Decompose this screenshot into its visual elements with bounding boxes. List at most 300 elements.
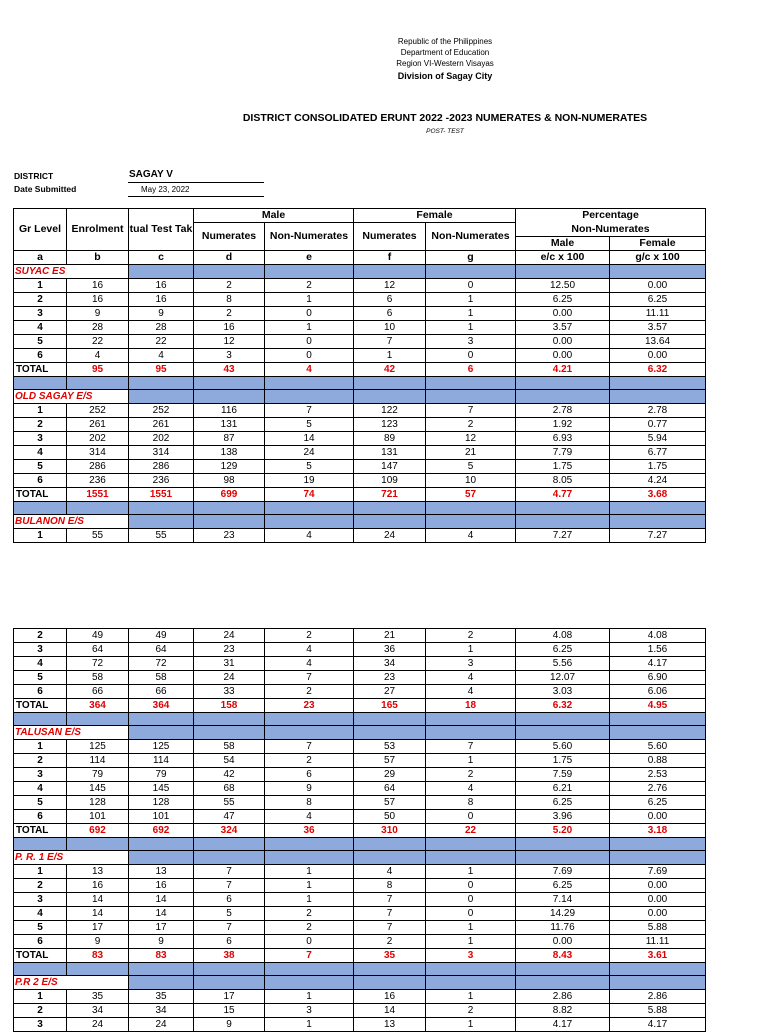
pct-female-cell: 0.88 bbox=[610, 754, 706, 768]
enrolment-cell: 261 bbox=[67, 417, 129, 431]
col-percentage: Percentage bbox=[516, 209, 706, 223]
col-actual-test: tual Test Tak bbox=[129, 209, 194, 251]
female-non-numerates-cell: 1 bbox=[426, 643, 516, 657]
pct-male-cell: 11.76 bbox=[516, 921, 610, 935]
school-name-row bbox=[14, 264, 706, 278]
pct-male-cell: 8.43 bbox=[516, 949, 610, 963]
school-suyac bbox=[14, 264, 706, 376]
male-non-numerates-cell: 2 bbox=[265, 685, 354, 699]
grade-row bbox=[14, 685, 706, 699]
female-numerates-cell: 16 bbox=[354, 990, 426, 1004]
male-numerates-cell: 98 bbox=[194, 473, 265, 487]
male-non-numerates-cell: 5 bbox=[265, 459, 354, 473]
male-non-numerates-cell: 4 bbox=[265, 528, 354, 542]
female-numerates-cell: 14 bbox=[354, 1004, 426, 1018]
female-numerates-cell: 36 bbox=[354, 643, 426, 657]
actual-test-takers-cell: 9 bbox=[129, 306, 194, 320]
grade-row bbox=[14, 431, 706, 445]
pct-male-cell: 6.25 bbox=[516, 643, 610, 657]
pct-female-cell: 3.18 bbox=[610, 824, 706, 838]
pct-male-cell: 8.82 bbox=[516, 1004, 610, 1018]
female-non-numerates-cell: 1 bbox=[426, 935, 516, 949]
grade-row bbox=[14, 907, 706, 921]
female-numerates-cell: 57 bbox=[354, 754, 426, 768]
pct-male-cell: 6.25 bbox=[516, 292, 610, 306]
formula-female: g/c x 100 bbox=[610, 250, 706, 264]
pct-female-cell: 4.24 bbox=[610, 473, 706, 487]
male-numerates-cell: 2 bbox=[194, 278, 265, 292]
pct-female-cell: 5.88 bbox=[610, 921, 706, 935]
letter-d: d bbox=[194, 250, 265, 264]
enrolment-cell: 14 bbox=[67, 907, 129, 921]
grade-cell: 1 bbox=[14, 278, 67, 292]
female-non-numerates-cell: 3 bbox=[426, 657, 516, 671]
male-numerates-cell: 16 bbox=[194, 320, 265, 334]
female-non-numerates-cell: 2 bbox=[426, 768, 516, 782]
actual-test-takers-cell: 16 bbox=[129, 879, 194, 893]
school-name: OLD SAGAY E/S bbox=[14, 389, 129, 403]
enrolment-cell: 22 bbox=[67, 334, 129, 348]
grade-cell: 3 bbox=[14, 306, 67, 320]
female-non-numerates-cell: 1 bbox=[426, 865, 516, 879]
pct-female-cell: 4.17 bbox=[610, 1018, 706, 1032]
pct-male-cell: 4.77 bbox=[516, 487, 610, 501]
school-pr2 bbox=[14, 976, 706, 1032]
male-numerates-cell: 87 bbox=[194, 431, 265, 445]
enrolment-cell: 4 bbox=[67, 348, 129, 362]
col-female-non-numerates: Non-Numerates bbox=[426, 223, 516, 251]
enrolment-cell: 24 bbox=[67, 1018, 129, 1032]
pct-female-cell: 11.11 bbox=[610, 306, 706, 320]
grade-cell: 6 bbox=[14, 935, 67, 949]
grade-row bbox=[14, 657, 706, 671]
grade-row bbox=[14, 473, 706, 487]
letter-b: b bbox=[67, 250, 129, 264]
enrolment-cell: 35 bbox=[67, 990, 129, 1004]
grade-cell: 2 bbox=[14, 417, 67, 431]
col-male-numerates: Numerates bbox=[194, 223, 265, 251]
pct-female-cell: 0.00 bbox=[610, 810, 706, 824]
actual-test-takers-cell: 34 bbox=[129, 1004, 194, 1018]
grade-row bbox=[14, 893, 706, 907]
male-numerates-cell: 324 bbox=[194, 824, 265, 838]
school-name: TALUSAN E/S bbox=[14, 726, 129, 740]
enrolment-cell: 83 bbox=[67, 949, 129, 963]
male-non-numerates-cell: 1 bbox=[265, 292, 354, 306]
enrolment-cell: 16 bbox=[67, 879, 129, 893]
male-non-numerates-cell: 1 bbox=[265, 865, 354, 879]
date-underline bbox=[128, 196, 264, 197]
col-pct-female: Female bbox=[610, 236, 706, 250]
grade-row bbox=[14, 334, 706, 348]
female-numerates-cell: 57 bbox=[354, 796, 426, 810]
grade-row bbox=[14, 754, 706, 768]
enrolment-cell: 114 bbox=[67, 754, 129, 768]
pct-male-cell: 6.21 bbox=[516, 782, 610, 796]
pct-female-cell: 2.78 bbox=[610, 403, 706, 417]
male-numerates-cell: 55 bbox=[194, 796, 265, 810]
female-numerates-cell: 131 bbox=[354, 445, 426, 459]
separator-row bbox=[14, 501, 706, 514]
enrolment-cell: 16 bbox=[67, 292, 129, 306]
col-pct-male: Male bbox=[516, 236, 610, 250]
actual-test-takers-cell: 261 bbox=[129, 417, 194, 431]
grade-row bbox=[14, 796, 706, 810]
pct-female-cell: 7.69 bbox=[610, 865, 706, 879]
school-old-sagay bbox=[14, 389, 706, 501]
total-row bbox=[14, 487, 706, 501]
enrolment-cell: 9 bbox=[67, 306, 129, 320]
female-non-numerates-cell: 1 bbox=[426, 320, 516, 334]
male-numerates-cell: 699 bbox=[194, 487, 265, 501]
female-numerates-cell: 7 bbox=[354, 893, 426, 907]
grade-cell: 5 bbox=[14, 671, 67, 685]
pct-female-cell: 4.17 bbox=[610, 657, 706, 671]
male-numerates-cell: 58 bbox=[194, 740, 265, 754]
female-non-numerates-cell: 8 bbox=[426, 796, 516, 810]
pct-male-cell: 1.92 bbox=[516, 417, 610, 431]
male-numerates-cell: 7 bbox=[194, 865, 265, 879]
male-numerates-cell: 54 bbox=[194, 754, 265, 768]
pct-female-cell: 6.25 bbox=[610, 292, 706, 306]
grade-cell: 4 bbox=[14, 907, 67, 921]
female-non-numerates-cell: 0 bbox=[426, 893, 516, 907]
male-non-numerates-cell: 24 bbox=[265, 445, 354, 459]
male-non-numerates-cell: 2 bbox=[265, 754, 354, 768]
actual-test-takers-cell: 1551 bbox=[129, 487, 194, 501]
actual-test-takers-cell: 14 bbox=[129, 893, 194, 907]
male-numerates-cell: 131 bbox=[194, 417, 265, 431]
pct-female-cell: 1.56 bbox=[610, 643, 706, 657]
grade-cell: 5 bbox=[14, 459, 67, 473]
pct-female-cell: 2.53 bbox=[610, 768, 706, 782]
enrolment-cell: 236 bbox=[67, 473, 129, 487]
grade-row bbox=[14, 768, 706, 782]
enrolment-cell: 72 bbox=[67, 657, 129, 671]
district-label: DISTRICT bbox=[14, 171, 54, 181]
separator-row bbox=[14, 963, 706, 976]
grade-row bbox=[14, 320, 706, 334]
enrolment-cell: 128 bbox=[67, 796, 129, 810]
enrolment-cell: 14 bbox=[67, 893, 129, 907]
school-name-row bbox=[14, 514, 706, 528]
female-non-numerates-cell: 12 bbox=[426, 431, 516, 445]
actual-test-takers-cell: 16 bbox=[129, 292, 194, 306]
formula-male: e/c x 100 bbox=[516, 250, 610, 264]
grade-row bbox=[14, 865, 706, 879]
letter-a: a bbox=[14, 250, 67, 264]
separator-row bbox=[14, 713, 706, 726]
male-numerates-cell: 24 bbox=[194, 671, 265, 685]
grade-cell: 6 bbox=[14, 685, 67, 699]
school-bulanon-top bbox=[14, 514, 706, 542]
female-numerates-cell: 53 bbox=[354, 740, 426, 754]
enrolment-cell: 286 bbox=[67, 459, 129, 473]
grade-row bbox=[14, 403, 706, 417]
grade-row bbox=[14, 990, 706, 1004]
male-numerates-cell: 43 bbox=[194, 362, 265, 376]
pct-female-cell: 6.90 bbox=[610, 671, 706, 685]
female-non-numerates-cell: 3 bbox=[426, 334, 516, 348]
enrolment-cell: 64 bbox=[67, 643, 129, 657]
male-numerates-cell: 138 bbox=[194, 445, 265, 459]
grade-cell: 4 bbox=[14, 445, 67, 459]
female-numerates-cell: 7 bbox=[354, 907, 426, 921]
enrolment-cell: 58 bbox=[67, 671, 129, 685]
actual-test-takers-cell: 128 bbox=[129, 796, 194, 810]
enrolment-cell: 49 bbox=[67, 629, 129, 643]
female-non-numerates-cell: 21 bbox=[426, 445, 516, 459]
enrolment-cell: 79 bbox=[67, 768, 129, 782]
female-numerates-cell: 109 bbox=[354, 473, 426, 487]
actual-test-takers-cell: 58 bbox=[129, 671, 194, 685]
report-subtitle: POST- TEST bbox=[426, 128, 464, 135]
pct-female-cell: 0.00 bbox=[610, 893, 706, 907]
female-non-numerates-cell: 0 bbox=[426, 879, 516, 893]
actual-test-takers-cell: 101 bbox=[129, 810, 194, 824]
pct-male-cell: 7.59 bbox=[516, 768, 610, 782]
pct-female-cell: 3.61 bbox=[610, 949, 706, 963]
male-numerates-cell: 17 bbox=[194, 990, 265, 1004]
female-non-numerates-cell: 2 bbox=[426, 629, 516, 643]
female-non-numerates-cell: 0 bbox=[426, 278, 516, 292]
female-numerates-cell: 6 bbox=[354, 292, 426, 306]
grade-cell: 1 bbox=[14, 403, 67, 417]
numerates-table-page2 bbox=[13, 628, 706, 1032]
pct-female-cell: 6.32 bbox=[610, 362, 706, 376]
pct-male-cell: 0.00 bbox=[516, 306, 610, 320]
male-numerates-cell: 6 bbox=[194, 893, 265, 907]
total-row bbox=[14, 949, 706, 963]
grade-row bbox=[14, 528, 706, 542]
grade-row bbox=[14, 629, 706, 643]
female-non-numerates-cell: 2 bbox=[426, 1004, 516, 1018]
separator-row bbox=[14, 838, 706, 851]
male-numerates-cell: 42 bbox=[194, 768, 265, 782]
actual-test-takers-cell: 17 bbox=[129, 921, 194, 935]
female-numerates-cell: 147 bbox=[354, 459, 426, 473]
pct-male-cell: 6.32 bbox=[516, 699, 610, 713]
date-submitted-label: Date Submitted bbox=[14, 184, 77, 194]
actual-test-takers-cell: 692 bbox=[129, 824, 194, 838]
school-name-row bbox=[14, 389, 706, 403]
total-row bbox=[14, 699, 706, 713]
grade-row bbox=[14, 879, 706, 893]
male-non-numerates-cell: 1 bbox=[265, 990, 354, 1004]
grade-row bbox=[14, 740, 706, 754]
female-non-numerates-cell: 0 bbox=[426, 348, 516, 362]
male-numerates-cell: 3 bbox=[194, 348, 265, 362]
grade-cell: 2 bbox=[14, 629, 67, 643]
female-non-numerates-cell: 7 bbox=[426, 403, 516, 417]
grade-row bbox=[14, 1004, 706, 1018]
pct-female-cell: 0.00 bbox=[610, 907, 706, 921]
male-non-numerates-cell: 14 bbox=[265, 431, 354, 445]
school-name: P. R. 1 E/S bbox=[14, 851, 129, 865]
school-bulanon-rest bbox=[14, 629, 706, 713]
pct-male-cell: 0.00 bbox=[516, 935, 610, 949]
letter-e: e bbox=[265, 250, 354, 264]
pct-male-cell: 3.57 bbox=[516, 320, 610, 334]
header-letters-row bbox=[14, 250, 706, 264]
grade-cell: 6 bbox=[14, 348, 67, 362]
male-non-numerates-cell: 2 bbox=[265, 278, 354, 292]
actual-test-takers-cell: 4 bbox=[129, 348, 194, 362]
female-numerates-cell: 12 bbox=[354, 278, 426, 292]
female-non-numerates-cell: 57 bbox=[426, 487, 516, 501]
male-non-numerates-cell: 6 bbox=[265, 768, 354, 782]
female-numerates-cell: 64 bbox=[354, 782, 426, 796]
female-numerates-cell: 122 bbox=[354, 403, 426, 417]
female-non-numerates-cell: 4 bbox=[426, 671, 516, 685]
col-male-non-numerates: Non-Numerates bbox=[265, 223, 354, 251]
separator-row bbox=[14, 376, 706, 389]
female-numerates-cell: 2 bbox=[354, 935, 426, 949]
female-non-numerates-cell: 22 bbox=[426, 824, 516, 838]
male-numerates-cell: 5 bbox=[194, 907, 265, 921]
grade-cell: 3 bbox=[14, 643, 67, 657]
pct-female-cell: 6.77 bbox=[610, 445, 706, 459]
actual-test-takers-cell: 202 bbox=[129, 431, 194, 445]
male-non-numerates-cell: 7 bbox=[265, 949, 354, 963]
actual-test-takers-cell: 95 bbox=[129, 362, 194, 376]
pct-female-cell: 4.95 bbox=[610, 699, 706, 713]
grade-row bbox=[14, 921, 706, 935]
total-label: TOTAL bbox=[14, 824, 67, 838]
female-non-numerates-cell: 1 bbox=[426, 1018, 516, 1032]
grade-cell: 5 bbox=[14, 796, 67, 810]
grade-row bbox=[14, 643, 706, 657]
actual-test-takers-cell: 16 bbox=[129, 278, 194, 292]
grade-cell: 3 bbox=[14, 893, 67, 907]
male-non-numerates-cell: 9 bbox=[265, 782, 354, 796]
female-non-numerates-cell: 1 bbox=[426, 306, 516, 320]
grade-row bbox=[14, 810, 706, 824]
female-non-numerates-cell: 1 bbox=[426, 990, 516, 1004]
actual-test-takers-cell: 314 bbox=[129, 445, 194, 459]
actual-test-takers-cell: 66 bbox=[129, 685, 194, 699]
col-female-numerates: Numerates bbox=[354, 223, 426, 251]
male-non-numerates-cell: 1 bbox=[265, 879, 354, 893]
pct-male-cell: 7.69 bbox=[516, 865, 610, 879]
male-non-numerates-cell: 0 bbox=[265, 306, 354, 320]
col-female: Female bbox=[354, 209, 516, 223]
male-numerates-cell: 12 bbox=[194, 334, 265, 348]
header-line-republic: Republic of the Philippines bbox=[397, 37, 493, 46]
female-numerates-cell: 7 bbox=[354, 921, 426, 935]
school-name: P.R 2 E/S bbox=[14, 976, 129, 990]
letter-f: f bbox=[354, 250, 426, 264]
female-numerates-cell: 23 bbox=[354, 671, 426, 685]
male-numerates-cell: 6 bbox=[194, 935, 265, 949]
enrolment-cell: 9 bbox=[67, 935, 129, 949]
grade-cell: 6 bbox=[14, 810, 67, 824]
male-non-numerates-cell: 0 bbox=[265, 935, 354, 949]
grade-cell: 4 bbox=[14, 320, 67, 334]
grade-cell: 4 bbox=[14, 782, 67, 796]
date-submitted-value: May 23, 2022 bbox=[141, 185, 190, 194]
male-numerates-cell: 33 bbox=[194, 685, 265, 699]
pct-male-cell: 3.96 bbox=[516, 810, 610, 824]
enrolment-cell: 16 bbox=[67, 278, 129, 292]
female-numerates-cell: 4 bbox=[354, 865, 426, 879]
grade-cell: 3 bbox=[14, 431, 67, 445]
pct-female-cell: 5.88 bbox=[610, 1004, 706, 1018]
pct-male-cell: 7.14 bbox=[516, 893, 610, 907]
female-numerates-cell: 21 bbox=[354, 629, 426, 643]
enrolment-cell: 314 bbox=[67, 445, 129, 459]
pct-male-cell: 3.03 bbox=[516, 685, 610, 699]
header-line-region: Region VI-Western Visayas bbox=[396, 59, 494, 68]
pct-female-cell: 11.11 bbox=[610, 935, 706, 949]
total-row bbox=[14, 362, 706, 376]
female-numerates-cell: 123 bbox=[354, 417, 426, 431]
enrolment-cell: 34 bbox=[67, 1004, 129, 1018]
pct-male-cell: 4.21 bbox=[516, 362, 610, 376]
pct-male-cell: 1.75 bbox=[516, 459, 610, 473]
pct-male-cell: 12.50 bbox=[516, 278, 610, 292]
female-numerates-cell: 310 bbox=[354, 824, 426, 838]
letter-c: c bbox=[129, 250, 194, 264]
female-non-numerates-cell: 4 bbox=[426, 782, 516, 796]
pct-male-cell: 2.86 bbox=[516, 990, 610, 1004]
enrolment-cell: 145 bbox=[67, 782, 129, 796]
male-non-numerates-cell: 1 bbox=[265, 1018, 354, 1032]
enrolment-cell: 17 bbox=[67, 921, 129, 935]
school-pr1 bbox=[14, 851, 706, 963]
total-label: TOTAL bbox=[14, 487, 67, 501]
female-non-numerates-cell: 3 bbox=[426, 949, 516, 963]
col-pct-non-numerates: Non-Numerates bbox=[516, 223, 706, 237]
enrolment-cell: 101 bbox=[67, 810, 129, 824]
pct-female-cell: 2.76 bbox=[610, 782, 706, 796]
school-name: BULANON E/S bbox=[14, 514, 129, 528]
male-non-numerates-cell: 36 bbox=[265, 824, 354, 838]
male-numerates-cell: 9 bbox=[194, 1018, 265, 1032]
letter-g: g bbox=[426, 250, 516, 264]
actual-test-takers-cell: 125 bbox=[129, 740, 194, 754]
male-numerates-cell: 2 bbox=[194, 306, 265, 320]
male-non-numerates-cell: 2 bbox=[265, 629, 354, 643]
enrolment-cell: 28 bbox=[67, 320, 129, 334]
male-non-numerates-cell: 2 bbox=[265, 921, 354, 935]
actual-test-takers-cell: 114 bbox=[129, 754, 194, 768]
female-numerates-cell: 721 bbox=[354, 487, 426, 501]
grade-row bbox=[14, 306, 706, 320]
female-numerates-cell: 89 bbox=[354, 431, 426, 445]
pct-female-cell: 4.08 bbox=[610, 629, 706, 643]
actual-test-takers-cell: 35 bbox=[129, 990, 194, 1004]
female-numerates-cell: 8 bbox=[354, 879, 426, 893]
female-non-numerates-cell: 6 bbox=[426, 362, 516, 376]
pct-male-cell: 0.00 bbox=[516, 334, 610, 348]
grade-row bbox=[14, 671, 706, 685]
grade-row bbox=[14, 782, 706, 796]
pct-female-cell: 6.25 bbox=[610, 796, 706, 810]
grade-row bbox=[14, 292, 706, 306]
grade-cell: 6 bbox=[14, 473, 67, 487]
pct-female-cell: 5.60 bbox=[610, 740, 706, 754]
actual-test-takers-cell: 252 bbox=[129, 403, 194, 417]
female-numerates-cell: 34 bbox=[354, 657, 426, 671]
female-numerates-cell: 50 bbox=[354, 810, 426, 824]
actual-test-takers-cell: 14 bbox=[129, 907, 194, 921]
school-name: SUYAC ES bbox=[14, 264, 129, 278]
enrolment-cell: 252 bbox=[67, 403, 129, 417]
actual-test-takers-cell: 13 bbox=[129, 865, 194, 879]
total-row bbox=[14, 824, 706, 838]
male-non-numerates-cell: 74 bbox=[265, 487, 354, 501]
